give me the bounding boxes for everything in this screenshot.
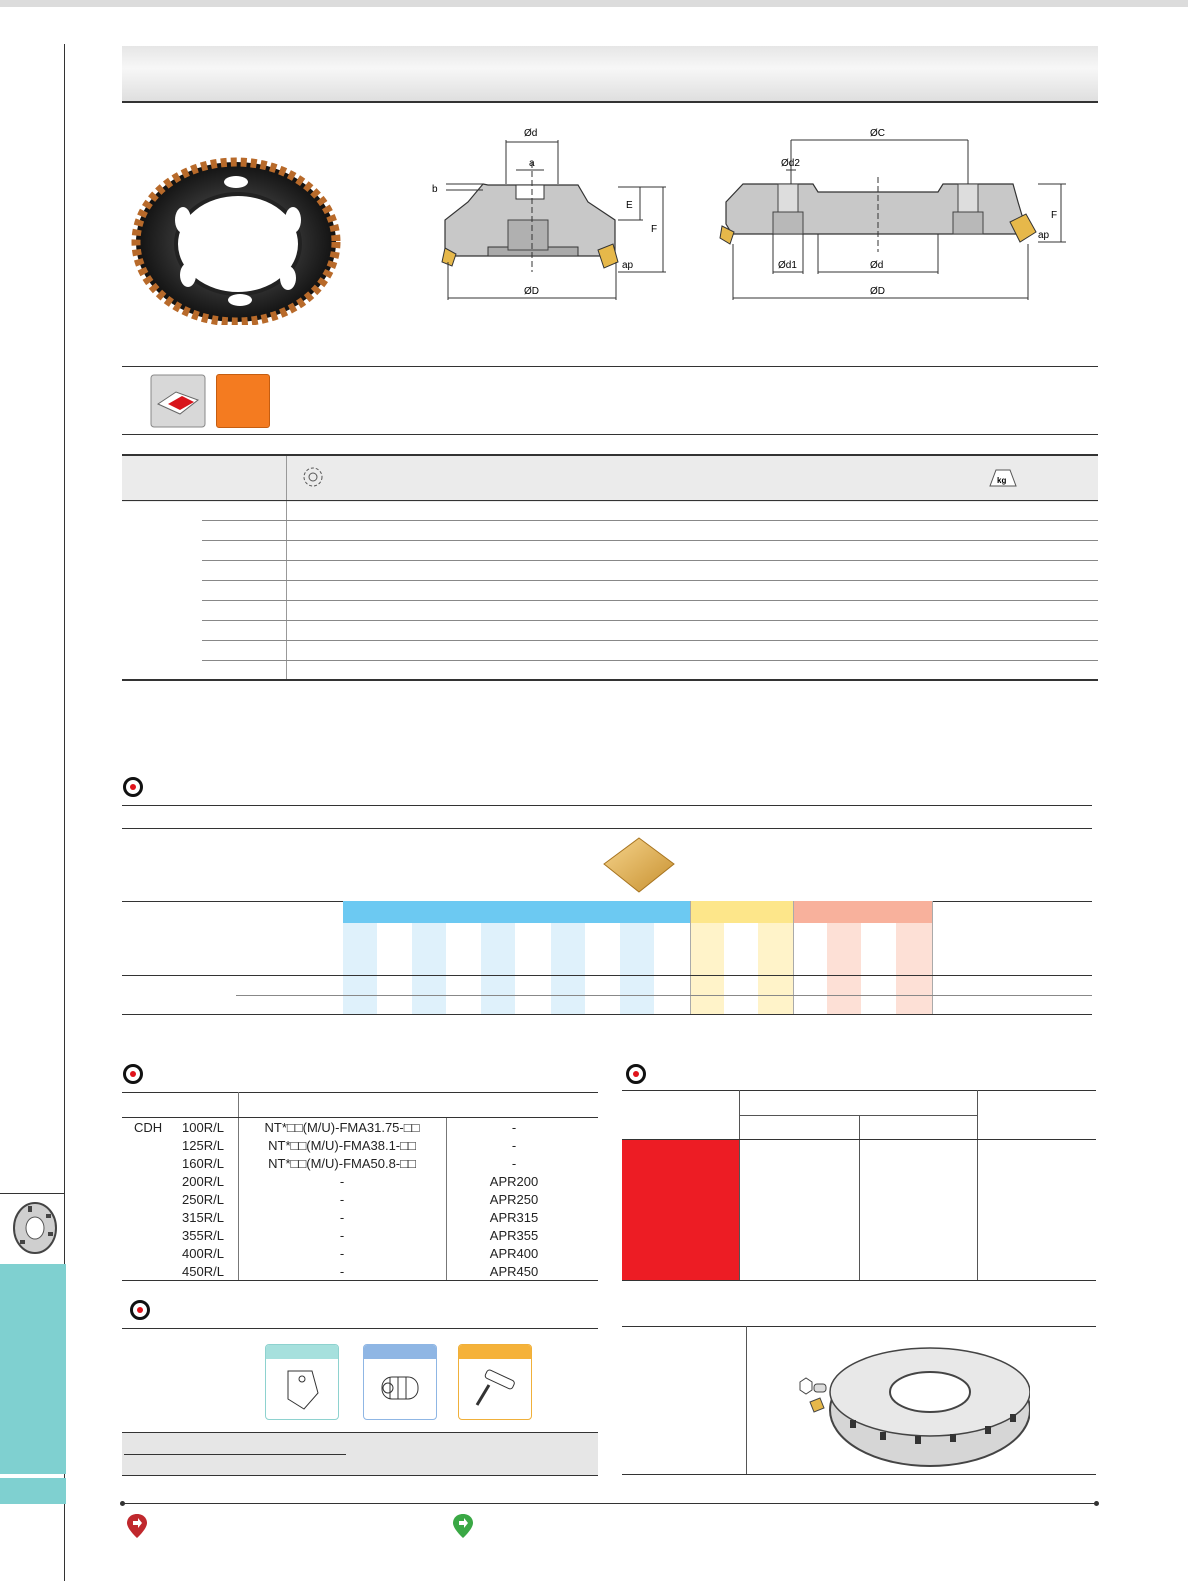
section-bullet-icon [123,777,143,797]
ring-cell: APR200 [489,1174,539,1189]
cutter-photo [128,150,348,325]
side-tab-lower[interactable] [0,1478,66,1504]
grade-bottom-rule [122,1014,1092,1015]
ring-cell: APR315 [489,1210,539,1225]
screw-cell: - [339,1228,345,1243]
red-table-subhead-rule [739,1115,977,1116]
screw-cell: - [339,1174,345,1189]
face-milling-icon [150,374,206,428]
series-label: CDH [134,1120,163,1135]
table-header-rule [122,500,1098,501]
size-cell: 100R/L [182,1120,224,1135]
parts-divider [238,1092,239,1280]
app-rule-bottom [122,434,1098,435]
ring-cell: - [511,1156,517,1171]
grade-col [481,923,515,1015]
ring-cell: APR250 [489,1192,539,1207]
screw-icon [364,1359,436,1417]
assembly-rule-bottom [622,1474,1096,1475]
table-row-line [202,620,1098,621]
grade-col [620,923,654,1015]
insert-rule-mid [122,828,1092,829]
grade-col [343,923,377,1015]
grade-col [690,923,724,1015]
title-band [122,46,1098,102]
label-E: E [626,200,633,211]
ring-cell: - [511,1138,517,1153]
screw-cell: - [339,1210,345,1225]
title-rule [122,101,1098,103]
table-bottom-rule [122,679,1098,681]
table-row-line [202,640,1098,641]
acc-note-underline [124,1454,346,1455]
weight-icon [988,466,1018,488]
red-table-divider [739,1090,740,1280]
size-cell: 160R/L [182,1156,224,1171]
ring-cell: - [511,1120,517,1135]
parts-rule-top [122,1092,598,1093]
section-bullet-icon [123,1064,143,1084]
grade-col [412,923,446,1015]
parts-rule-mid [122,1117,598,1118]
assembly-figure [790,1330,1030,1470]
footer-dot [120,1501,125,1506]
parts-divider [446,1117,447,1280]
grade-divider [932,901,933,1015]
screw-cell: - [339,1264,345,1279]
grade-band-m [690,901,793,923]
screw-cell: - [339,1246,345,1261]
label-d1: Ød1 [778,260,797,271]
svg-text:kg: kg [997,476,1007,485]
label-ap: ap [622,260,634,271]
dimension-table-header [122,454,1098,502]
grade-col [896,923,932,1015]
section-bullet-icon [130,1300,150,1320]
footer-dot [1094,1501,1099,1506]
insert-rule-top [122,805,1092,806]
table-row-line [202,580,1098,581]
top-bar [0,0,1188,7]
ring-cell: APR450 [489,1264,539,1279]
dimension-drawing-large [718,122,1068,307]
grade-row-rule [236,995,1092,996]
size-cell: 400R/L [182,1246,224,1261]
assembly-divider [746,1326,747,1474]
insert-count-icon [302,466,324,488]
ring-cell: APR400 [489,1246,539,1261]
size-cell: 315R/L [182,1210,224,1225]
screw-cell: NT*□□(M/U)-FMA31.75-□□ [264,1120,420,1135]
wrench-icon [459,1359,531,1417]
side-tab[interactable] [0,1264,66,1474]
side-frame [0,44,65,1194]
red-highlight-cell [622,1140,739,1280]
material-color-icon [216,374,270,428]
label-d-right: Ød [870,260,884,271]
red-table-divider [977,1090,978,1280]
label-D: ØD [524,286,539,297]
grade-band-p [343,901,690,923]
red-table-rule-bottom [622,1280,1096,1281]
table-divider [286,456,287,680]
parts-rule-bottom [122,1280,598,1281]
label-b: b [432,184,438,195]
footer-rule [122,1503,1098,1504]
red-table-rule-top [622,1090,1096,1091]
grade-divider [793,901,794,1015]
acc-rule-top [122,1328,598,1329]
size-cell: 450R/L [182,1264,224,1279]
table-row-line [202,660,1098,661]
table-row-line [202,560,1098,561]
grade-divider [690,901,691,1015]
screw-card [363,1344,437,1420]
label-D-right: ØD [870,286,885,297]
grade-col [827,923,861,1015]
size-cell: 200R/L [182,1174,224,1189]
grade-col [758,923,793,1015]
clamp-card [265,1344,339,1420]
clamp-icon [266,1359,338,1417]
label-ap-right: ap [1038,230,1050,241]
size-cell: 250R/L [182,1192,224,1207]
dimension-drawing-small [428,122,678,307]
cutter-thumb-icon [10,1200,60,1256]
prev-page-icon[interactable] [126,1512,148,1540]
label-C: ØC [870,128,885,139]
table-row-line [202,520,1098,521]
grade-row-rule [122,975,1092,976]
screw-cell: NT*□□(M/U)-FMA50.8-□□ [268,1156,416,1171]
screw-cell: NT*□□(M/U)-FMA38.1-□□ [268,1138,416,1153]
size-cell: 355R/L [182,1228,224,1243]
grade-col [551,923,585,1015]
insert-shape-icon [602,836,676,896]
next-page-icon[interactable] [452,1512,474,1540]
label-F-right: F [1051,210,1058,221]
section-bullet-icon [626,1064,646,1084]
app-rule-top [122,366,1098,367]
table-row-line [202,600,1098,601]
table-row-line [202,540,1098,541]
label-d: Ød [524,128,538,139]
assembly-rule-top [622,1326,1096,1327]
ring-cell: APR355 [489,1228,539,1243]
label-a: a [529,158,535,169]
screw-cell: - [339,1192,345,1207]
size-cell: 125R/L [182,1138,224,1153]
label-F: F [651,224,658,235]
label-d2: Ød2 [781,158,800,169]
wrench-card [458,1344,532,1420]
grade-band-k [793,901,932,923]
